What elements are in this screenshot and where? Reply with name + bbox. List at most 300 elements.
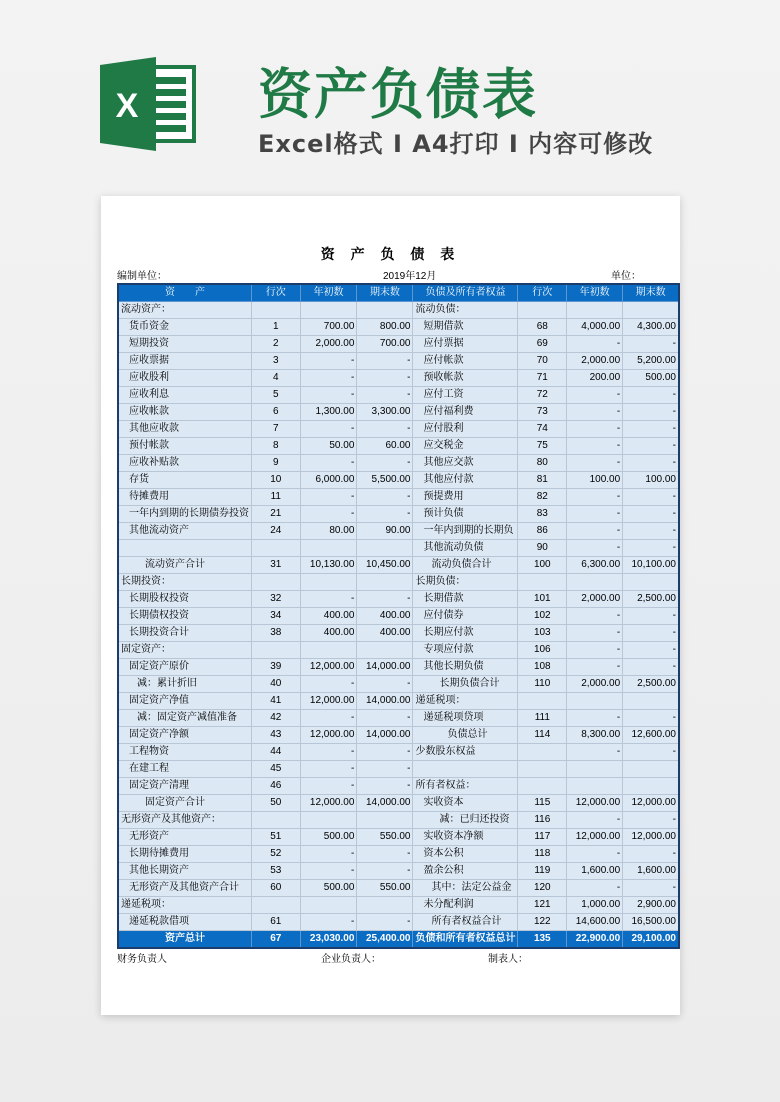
liability-line-no-cell: 116	[518, 812, 567, 829]
table-row	[118, 472, 679, 489]
excel-logo-icon	[100, 57, 196, 151]
liability-line-no-cell: 86	[518, 523, 567, 540]
table-row	[118, 727, 679, 744]
liability-name-cell: 少数股东权益	[413, 744, 518, 761]
liability-end-cell: -	[623, 812, 679, 829]
asset-begin-cell: -	[300, 506, 357, 523]
asset-begin-cell: -	[300, 387, 357, 404]
asset-begin-cell: 12,000.00	[300, 693, 357, 710]
asset-name-cell: 待摊费用	[118, 489, 252, 506]
asset-end-cell: -	[357, 846, 413, 863]
liability-end-cell: -	[623, 625, 679, 642]
asset-name-cell: 应收利息	[118, 387, 252, 404]
asset-end-cell: -	[357, 778, 413, 795]
liability-begin-cell: 2,000.00	[567, 676, 623, 693]
liability-name-cell: 长期负债：	[413, 574, 518, 591]
liability-end-cell: 2,500.00	[623, 676, 679, 693]
liability-line-no-cell: 74	[518, 421, 567, 438]
liability-begin-cell: -	[567, 659, 623, 676]
table-row	[118, 353, 679, 370]
table-row	[118, 302, 679, 319]
liability-name-cell: 所有者权益合计	[413, 914, 518, 931]
liability-line-no-cell: 103	[518, 625, 567, 642]
liability-end-cell: -	[623, 421, 679, 438]
liability-end-cell: -	[623, 336, 679, 353]
asset-name-cell: 预付帐款	[118, 438, 252, 455]
table-total-row	[118, 931, 679, 949]
liability-line-no-cell	[518, 574, 567, 591]
preparer-label: 制表人：	[488, 954, 528, 965]
asset-name-cell: 其他应收款	[118, 421, 252, 438]
liability-begin-cell: 12,000.00	[567, 795, 623, 812]
asset-begin-cell: 1,300.00	[300, 404, 357, 421]
liability-end-cell	[623, 302, 679, 319]
liability-begin-cell: -	[567, 438, 623, 455]
liability-begin-cell	[567, 302, 623, 319]
liability-name-cell: 预计负债	[413, 506, 518, 523]
asset-name-cell: 减：固定资产减值准备	[118, 710, 252, 727]
asset-line-no-cell	[252, 574, 301, 591]
asset-end-cell: -	[357, 455, 413, 472]
column-header: 行次	[518, 284, 567, 302]
asset-begin-cell	[300, 302, 357, 319]
asset-begin-cell: 400.00	[300, 625, 357, 642]
asset-line-no-cell	[252, 302, 301, 319]
liability-end-cell	[623, 761, 679, 778]
asset-line-no-cell: 41	[252, 693, 301, 710]
table-row	[118, 846, 679, 863]
liability-begin-cell: 8,300.00	[567, 727, 623, 744]
liability-begin-cell	[567, 574, 623, 591]
liability-line-no-cell: 70	[518, 353, 567, 370]
asset-begin-cell: 500.00	[300, 829, 357, 846]
column-header: 期末数	[623, 284, 679, 302]
liability-begin-cell: 1,600.00	[567, 863, 623, 880]
asset-begin-cell: 400.00	[300, 608, 357, 625]
asset-end-cell: 60.00	[357, 438, 413, 455]
liability-line-no-cell: 106	[518, 642, 567, 659]
liability-begin-cell: -	[567, 523, 623, 540]
liability-line-no-cell: 117	[518, 829, 567, 846]
asset-end-cell: -	[357, 421, 413, 438]
liability-name-cell: 长期负债合计	[413, 676, 518, 693]
asset-begin-cell: -	[300, 778, 357, 795]
asset-begin-cell	[300, 540, 357, 557]
table-row	[118, 778, 679, 795]
liability-end-cell: -	[623, 659, 679, 676]
asset-name-cell: 固定资产原价	[118, 659, 252, 676]
asset-name-cell: 长期股权投资	[118, 591, 252, 608]
asset-end-cell: 550.00	[357, 880, 413, 897]
table-row	[118, 591, 679, 608]
liability-end-cell: -	[623, 438, 679, 455]
liability-end-cell: 100.00	[623, 472, 679, 489]
table-row	[118, 812, 679, 829]
asset-name-cell: 递延税项：	[118, 897, 252, 914]
asset-end-cell: -	[357, 591, 413, 608]
asset-name-cell: 长期投资合计	[118, 625, 252, 642]
liability-line-no-cell: 90	[518, 540, 567, 557]
liability-end-cell: 1,600.00	[623, 863, 679, 880]
banner-title: 资产负债表	[258, 63, 538, 126]
table-row	[118, 540, 679, 557]
asset-end-cell: 14,000.00	[357, 795, 413, 812]
liability-name-cell: 应交税金	[413, 438, 518, 455]
table-row	[118, 523, 679, 540]
table-header-row	[118, 284, 679, 302]
table-row	[118, 880, 679, 897]
liability-name-cell: 其中：法定公益金	[413, 880, 518, 897]
compiling-unit-label: 编制单位：	[117, 271, 167, 282]
liability-begin-cell: -	[567, 540, 623, 557]
asset-name-cell: 资产总计	[118, 931, 252, 949]
asset-end-cell: 3,300.00	[357, 404, 413, 421]
liability-line-no-cell: 110	[518, 676, 567, 693]
asset-line-no-cell: 1	[252, 319, 301, 336]
table-row	[118, 455, 679, 472]
table-row	[118, 608, 679, 625]
asset-line-no-cell: 7	[252, 421, 301, 438]
asset-name-cell: 在建工程	[118, 761, 252, 778]
asset-begin-cell	[300, 642, 357, 659]
asset-begin-cell: 500.00	[300, 880, 357, 897]
liability-begin-cell: 4,000.00	[567, 319, 623, 336]
liability-end-cell: -	[623, 540, 679, 557]
asset-line-no-cell: 52	[252, 846, 301, 863]
column-header: 年初数	[567, 284, 623, 302]
asset-begin-cell: -	[300, 863, 357, 880]
liability-begin-cell: -	[567, 608, 623, 625]
liability-name-cell: 流动负债：	[413, 302, 518, 319]
liability-name-cell: 盈余公积	[413, 863, 518, 880]
asset-end-cell: 10,450.00	[357, 557, 413, 574]
liability-begin-cell: 1,000.00	[567, 897, 623, 914]
liability-name-cell: 所有者权益：	[413, 778, 518, 795]
asset-begin-cell: -	[300, 676, 357, 693]
asset-name-cell: 货币资金	[118, 319, 252, 336]
liability-begin-cell: -	[567, 404, 623, 421]
asset-name-cell: 其他长期资产	[118, 863, 252, 880]
asset-end-cell: -	[357, 676, 413, 693]
column-header: 行次	[252, 284, 301, 302]
liability-name-cell: 减：已归还投资	[413, 812, 518, 829]
asset-begin-cell: -	[300, 455, 357, 472]
sheet-page	[101, 196, 680, 1015]
asset-end-cell: -	[357, 387, 413, 404]
asset-line-no-cell: 40	[252, 676, 301, 693]
asset-line-no-cell: 10	[252, 472, 301, 489]
liability-end-cell: -	[623, 455, 679, 472]
table-row	[118, 744, 679, 761]
asset-name-cell: 长期待摊费用	[118, 846, 252, 863]
liability-begin-cell: -	[567, 744, 623, 761]
table-row	[118, 319, 679, 336]
liability-begin-cell: -	[567, 846, 623, 863]
asset-line-no-cell: 9	[252, 455, 301, 472]
asset-begin-cell: -	[300, 591, 357, 608]
asset-end-cell: 5,500.00	[357, 472, 413, 489]
asset-begin-cell: 700.00	[300, 319, 357, 336]
liability-name-cell: 专项应付款	[413, 642, 518, 659]
asset-end-cell	[357, 302, 413, 319]
liability-begin-cell: -	[567, 812, 623, 829]
liability-name-cell: 一年内到期的长期负	[413, 523, 518, 540]
liability-end-cell	[623, 574, 679, 591]
liability-line-no-cell: 100	[518, 557, 567, 574]
liability-name-cell: 其他应付款	[413, 472, 518, 489]
asset-begin-cell: 6,000.00	[300, 472, 357, 489]
liability-begin-cell: -	[567, 489, 623, 506]
asset-begin-cell: 12,000.00	[300, 795, 357, 812]
table-row	[118, 710, 679, 727]
table-row	[118, 863, 679, 880]
asset-end-cell	[357, 574, 413, 591]
liability-line-no-cell: 119	[518, 863, 567, 880]
asset-line-no-cell: 4	[252, 370, 301, 387]
table-row	[118, 404, 679, 421]
liability-line-no-cell: 135	[518, 931, 567, 949]
asset-line-no-cell: 42	[252, 710, 301, 727]
liability-line-no-cell: 108	[518, 659, 567, 676]
liability-line-no-cell: 80	[518, 455, 567, 472]
liability-name-cell: 负债和所有者权益总计	[413, 931, 518, 949]
liability-line-no-cell: 73	[518, 404, 567, 421]
asset-line-no-cell: 21	[252, 506, 301, 523]
asset-end-cell: 14,000.00	[357, 727, 413, 744]
liability-begin-cell: -	[567, 421, 623, 438]
asset-begin-cell: 12,000.00	[300, 727, 357, 744]
liability-end-cell: -	[623, 387, 679, 404]
asset-line-no-cell: 8	[252, 438, 301, 455]
asset-line-no-cell: 43	[252, 727, 301, 744]
liability-begin-cell: -	[567, 387, 623, 404]
sheet-title: 资 产 负 债 表	[320, 246, 461, 262]
liability-line-no-cell	[518, 761, 567, 778]
liability-line-no-cell: 83	[518, 506, 567, 523]
liability-name-cell: 未分配利润	[413, 897, 518, 914]
liability-end-cell: 16,500.00	[623, 914, 679, 931]
asset-begin-cell: -	[300, 744, 357, 761]
column-header: 年初数	[300, 284, 357, 302]
asset-line-no-cell: 45	[252, 761, 301, 778]
liability-begin-cell: 100.00	[567, 472, 623, 489]
liability-end-cell: -	[623, 523, 679, 540]
liability-begin-cell: 14,600.00	[567, 914, 623, 931]
liability-name-cell: 实收资本	[413, 795, 518, 812]
liability-end-cell: 2,900.00	[623, 897, 679, 914]
liability-begin-cell: 12,000.00	[567, 829, 623, 846]
liability-begin-cell: -	[567, 642, 623, 659]
liability-name-cell	[413, 761, 518, 778]
asset-line-no-cell	[252, 642, 301, 659]
liability-name-cell: 负债总计	[413, 727, 518, 744]
liability-name-cell: 流动负债合计	[413, 557, 518, 574]
table-row	[118, 557, 679, 574]
table-row	[118, 761, 679, 778]
table-row	[118, 438, 679, 455]
asset-end-cell: -	[357, 710, 413, 727]
asset-end-cell: -	[357, 914, 413, 931]
liability-line-no-cell: 68	[518, 319, 567, 336]
liability-end-cell: -	[623, 846, 679, 863]
liability-name-cell: 实收资本净额	[413, 829, 518, 846]
liability-name-cell: 其他长期负债	[413, 659, 518, 676]
liability-begin-cell	[567, 778, 623, 795]
liability-end-cell	[623, 778, 679, 795]
liability-line-no-cell	[518, 744, 567, 761]
asset-end-cell: -	[357, 370, 413, 387]
asset-name-cell: 无形资产及其他资产合计	[118, 880, 252, 897]
asset-end-cell	[357, 812, 413, 829]
liability-line-no-cell: 82	[518, 489, 567, 506]
table-row	[118, 914, 679, 931]
asset-begin-cell	[300, 897, 357, 914]
asset-end-cell: -	[357, 489, 413, 506]
svg-text:X: X	[115, 87, 139, 125]
asset-end-cell: 14,000.00	[357, 693, 413, 710]
asset-line-no-cell: 11	[252, 489, 301, 506]
table-row	[118, 625, 679, 642]
liability-line-no-cell: 121	[518, 897, 567, 914]
liability-end-cell: -	[623, 608, 679, 625]
asset-end-cell: 800.00	[357, 319, 413, 336]
liability-begin-cell	[567, 761, 623, 778]
asset-end-cell: 550.00	[357, 829, 413, 846]
liability-end-cell: 12,000.00	[623, 795, 679, 812]
liability-end-cell: -	[623, 506, 679, 523]
asset-name-cell: 应收帐款	[118, 404, 252, 421]
asset-end-cell: 14,000.00	[357, 659, 413, 676]
asset-name-cell: 流动资产合计	[118, 557, 252, 574]
liability-end-cell: 2,500.00	[623, 591, 679, 608]
liability-end-cell: 5,200.00	[623, 353, 679, 370]
asset-line-no-cell: 32	[252, 591, 301, 608]
asset-begin-cell: 12,000.00	[300, 659, 357, 676]
asset-line-no-cell: 2	[252, 336, 301, 353]
asset-begin-cell: 2,000.00	[300, 336, 357, 353]
asset-begin-cell: -	[300, 353, 357, 370]
asset-end-cell: -	[357, 353, 413, 370]
asset-line-no-cell: 6	[252, 404, 301, 421]
liability-end-cell: 12,600.00	[623, 727, 679, 744]
asset-begin-cell: -	[300, 846, 357, 863]
asset-line-no-cell: 67	[252, 931, 301, 949]
asset-name-cell: 其他流动资产	[118, 523, 252, 540]
liability-line-no-cell: 102	[518, 608, 567, 625]
asset-end-cell: 25,400.00	[357, 931, 413, 949]
asset-name-cell: 固定资产净值	[118, 693, 252, 710]
asset-line-no-cell: 61	[252, 914, 301, 931]
liability-begin-cell: -	[567, 506, 623, 523]
liability-begin-cell: 2,000.00	[567, 591, 623, 608]
liability-line-no-cell	[518, 778, 567, 795]
asset-begin-cell: -	[300, 370, 357, 387]
asset-begin-cell: -	[300, 761, 357, 778]
asset-end-cell	[357, 540, 413, 557]
liability-begin-cell: 200.00	[567, 370, 623, 387]
liability-end-cell: 12,000.00	[623, 829, 679, 846]
liability-line-no-cell	[518, 693, 567, 710]
column-header: 资 产	[118, 284, 252, 302]
liability-line-no-cell: 81	[518, 472, 567, 489]
asset-end-cell	[357, 642, 413, 659]
liability-begin-cell	[567, 693, 623, 710]
asset-line-no-cell: 39	[252, 659, 301, 676]
liability-begin-cell: -	[567, 625, 623, 642]
asset-line-no-cell: 31	[252, 557, 301, 574]
liability-name-cell: 应付股利	[413, 421, 518, 438]
asset-line-no-cell	[252, 812, 301, 829]
asset-name-cell: 一年内到期的长期债券投资	[118, 506, 252, 523]
asset-name-cell	[118, 540, 252, 557]
liability-line-no-cell: 118	[518, 846, 567, 863]
banner-subtitle: Excel格式 I A4打印 I 内容可修改	[258, 130, 654, 158]
asset-line-no-cell: 60	[252, 880, 301, 897]
liability-name-cell: 递延税项：	[413, 693, 518, 710]
liability-line-no-cell: 71	[518, 370, 567, 387]
asset-name-cell: 无形资产	[118, 829, 252, 846]
asset-begin-cell: 80.00	[300, 523, 357, 540]
liability-end-cell: 4,300.00	[623, 319, 679, 336]
liability-name-cell: 预收帐款	[413, 370, 518, 387]
asset-line-no-cell: 53	[252, 863, 301, 880]
asset-begin-cell: -	[300, 421, 357, 438]
asset-name-cell: 长期债权投资	[118, 608, 252, 625]
finance-head-label: 财务负责人	[117, 954, 167, 965]
asset-name-cell: 固定资产清理	[118, 778, 252, 795]
table-row	[118, 897, 679, 914]
balance-sheet-table	[117, 283, 680, 949]
asset-name-cell: 长期投资：	[118, 574, 252, 591]
table-row	[118, 676, 679, 693]
table-row	[118, 693, 679, 710]
asset-end-cell: 400.00	[357, 608, 413, 625]
report-date: 2019年12月	[383, 271, 437, 282]
liability-begin-cell: -	[567, 880, 623, 897]
liability-line-no-cell: 111	[518, 710, 567, 727]
liability-begin-cell: -	[567, 336, 623, 353]
liability-end-cell: 10,100.00	[623, 557, 679, 574]
table-row	[118, 387, 679, 404]
liability-name-cell: 应付票据	[413, 336, 518, 353]
asset-end-cell: -	[357, 761, 413, 778]
liability-end-cell: -	[623, 404, 679, 421]
asset-line-no-cell: 44	[252, 744, 301, 761]
asset-name-cell: 应收补贴款	[118, 455, 252, 472]
asset-end-cell	[357, 897, 413, 914]
asset-end-cell: -	[357, 744, 413, 761]
liability-line-no-cell: 101	[518, 591, 567, 608]
asset-begin-cell: 23,030.00	[300, 931, 357, 949]
asset-end-cell: 90.00	[357, 523, 413, 540]
asset-end-cell: 700.00	[357, 336, 413, 353]
liability-end-cell: -	[623, 489, 679, 506]
liability-end-cell: -	[623, 880, 679, 897]
table-row	[118, 489, 679, 506]
liability-end-cell: -	[623, 642, 679, 659]
asset-end-cell: -	[357, 863, 413, 880]
column-header: 期末数	[357, 284, 413, 302]
liability-line-no-cell: 72	[518, 387, 567, 404]
table-row	[118, 829, 679, 846]
table-row	[118, 370, 679, 387]
asset-line-no-cell: 24	[252, 523, 301, 540]
asset-line-no-cell: 50	[252, 795, 301, 812]
liability-line-no-cell: 114	[518, 727, 567, 744]
table-row	[118, 336, 679, 353]
asset-name-cell: 固定资产净额	[118, 727, 252, 744]
asset-name-cell: 无形资产及其他资产：	[118, 812, 252, 829]
